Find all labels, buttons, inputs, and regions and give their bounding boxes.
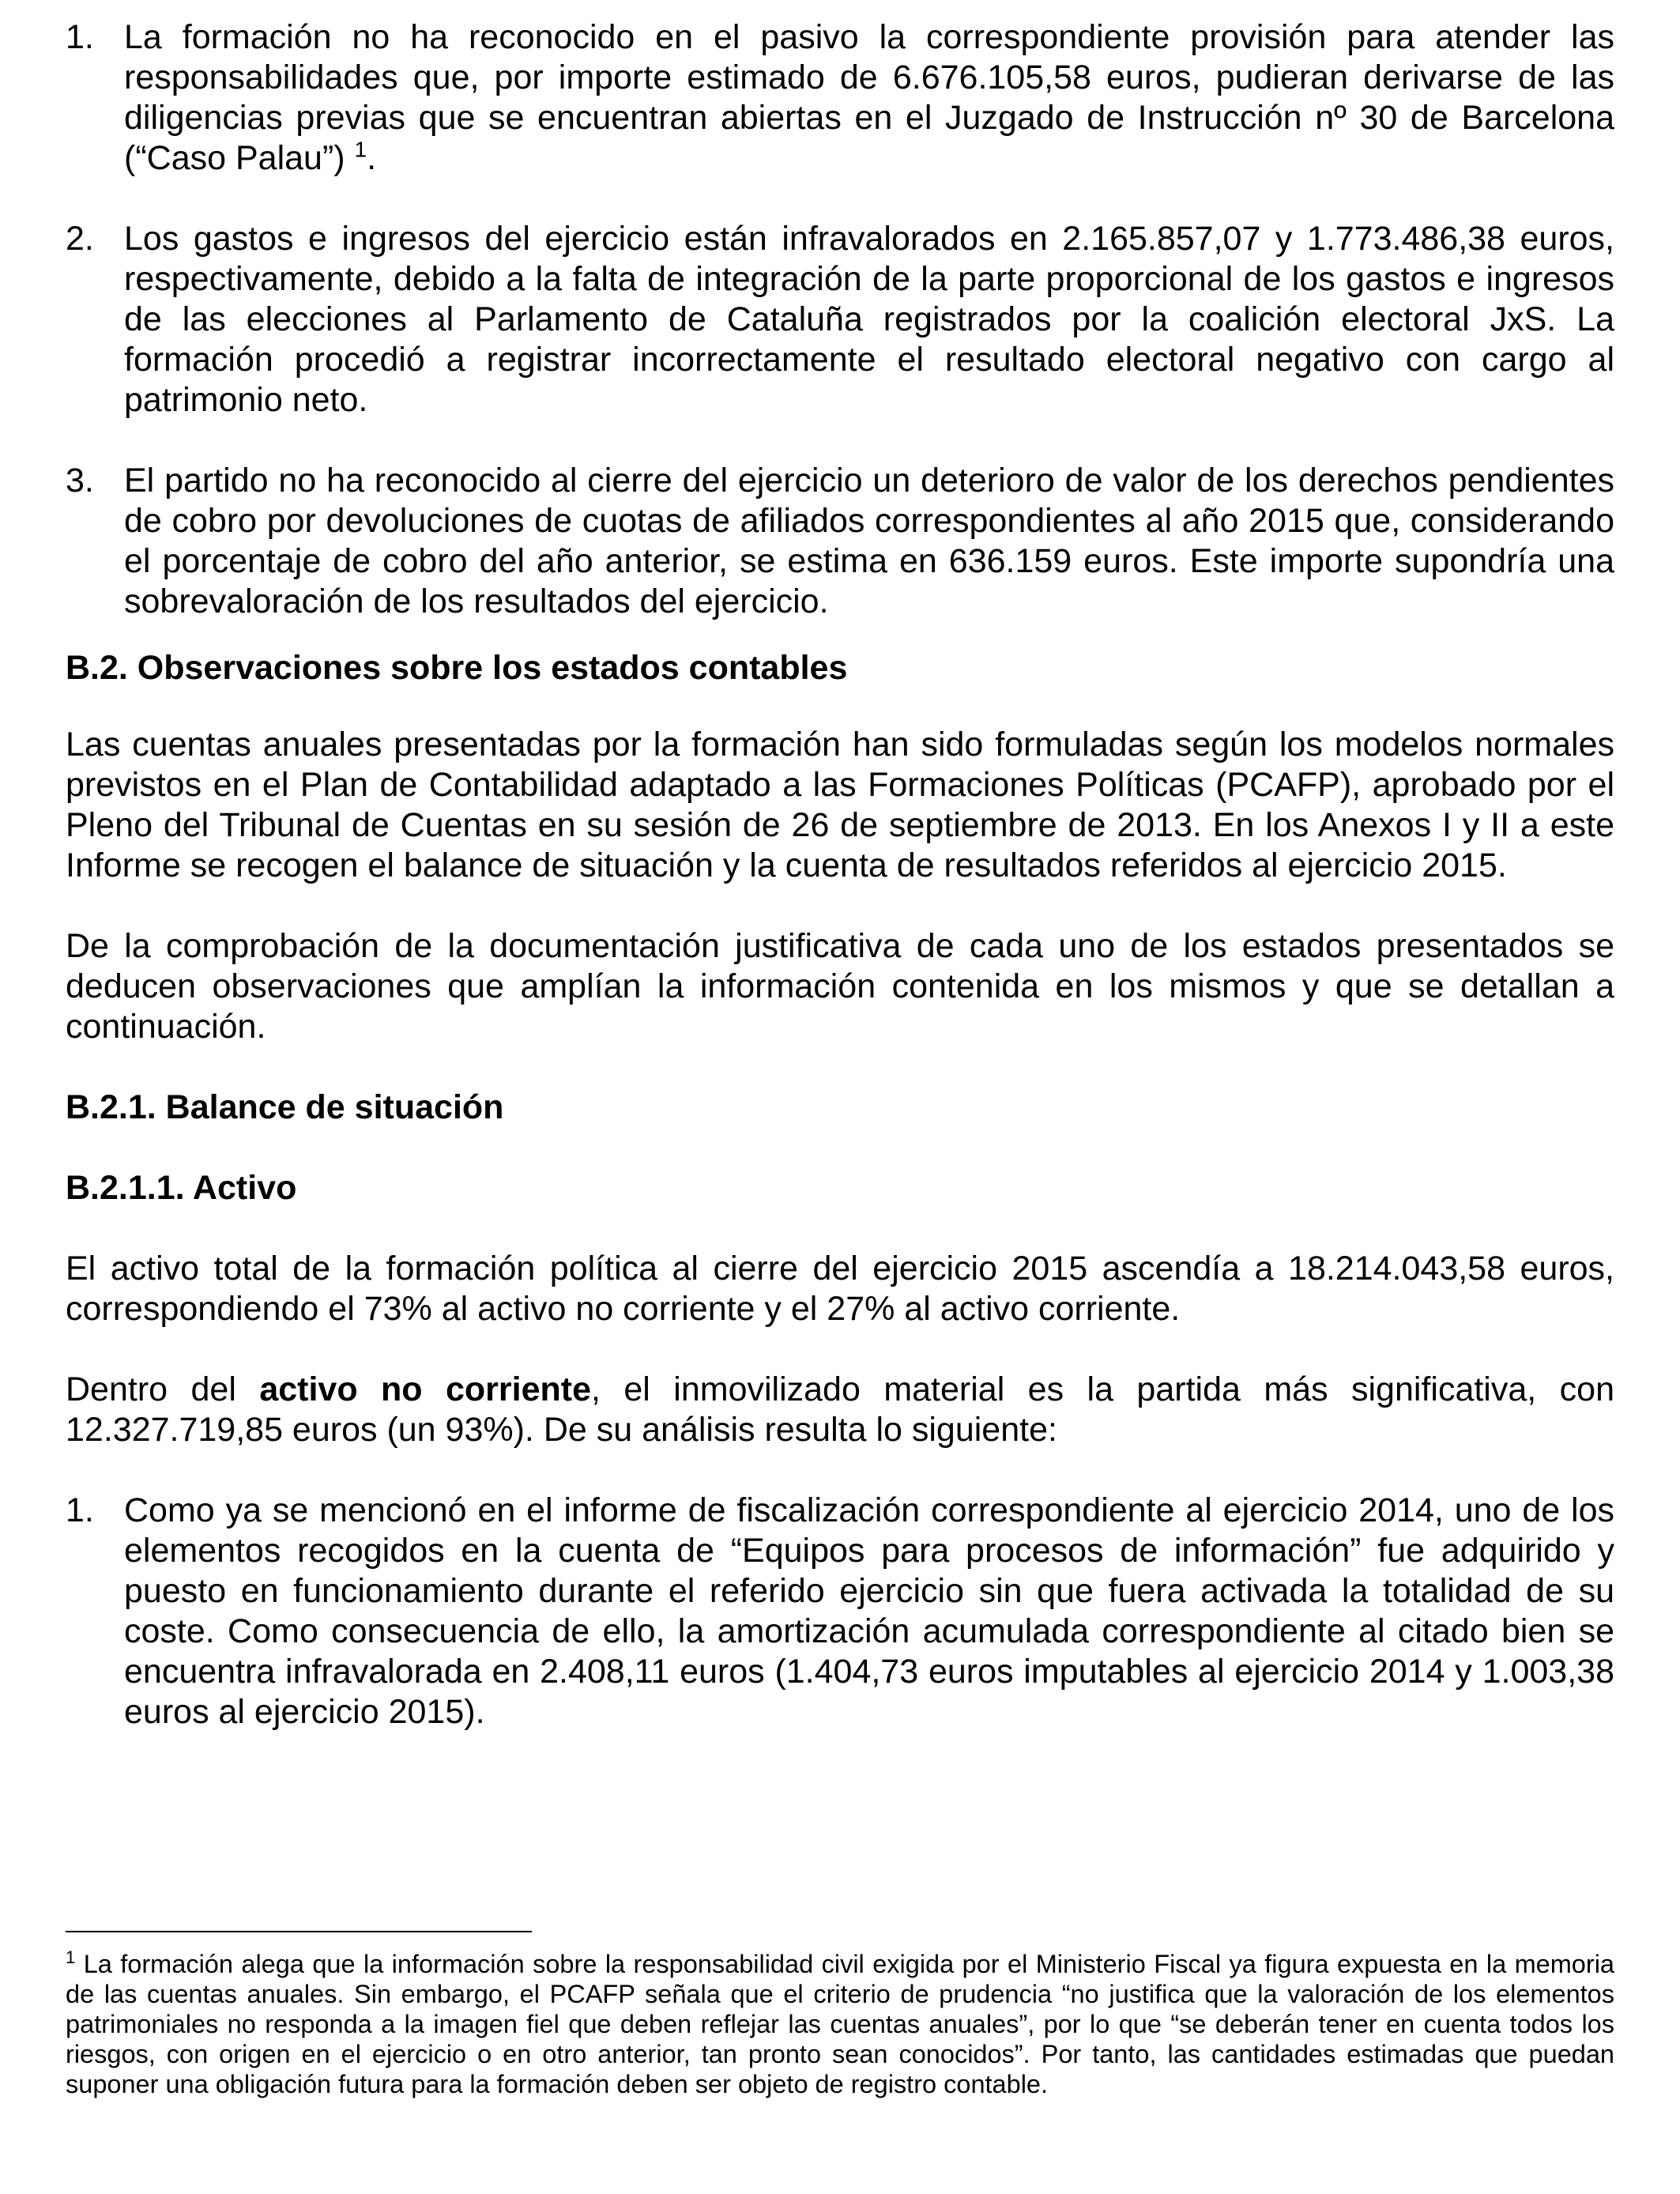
list-item [66,1491,1614,1732]
footnote [66,1949,1614,2099]
footnote-reference[interactable]: 1 [354,137,367,162]
list-item [66,461,1614,622]
paragraph-activo-no-corriente: Dentro del activo no corriente, el inmovilizado material es la partida más significativa, con 12.327.719,85 euros (un 93%). De su análisis resulta lo siguiente: [66,1370,1614,1449]
list-item-number: 2. [66,220,94,258]
document-page [66,17,1614,1732]
list-item-number: 1. [66,18,94,56]
list-item-text: Los gastos e ingresos del ejercicio están infravalorados en 2.165.857,07 y 1.773.486,38 euros, respectivamente, debido a la falta de integración de la parte proporcional de los gastos e ingresos de las elecciones al Parlamento de Cataluña registrados por la coalición electoral JxS. La formación procedió a registrar incorrectamente el resultado electoral negativo con cargo al patrimonio neto. [124,220,1614,419]
paragraph-b2-observations: De la comprobación de la documentación justificativa de cada uno de los estados presentados se deducen observaciones que amplían la información contenida en los mismos y que se detallan a continuación. [66,927,1614,1046]
footnote-marker: 1 [66,1947,76,1968]
footnote-text: La formación alega que la información sobre la responsabilidad civil exigida por el Ministerio Fiscal ya figura expuesta en la memoria de las cuentas anuales. Sin embargo, el PCAFP señala que el criterio de prudencia “no justifica que la valoración de los elementos patrimoniales no responda a la imagen fiel que deben reflejar las cuentas anuales”, por lo que “se deberán tener en cuenta todos los riesgos, con origen en el ejercicio o en otro anterior, tan pronto sean conocidos”. Por tanto, las cantidades estimadas que puedan suponer una obligación futura para la formación deben ser objeto de registro contable. [66,1950,1614,2098]
bold-term: activo no corriente [259,1370,591,1408]
section-heading-b211: B.2.1.1. Activo [66,1169,297,1207]
section-heading-b2: B.2. Observaciones sobre los estados contables [66,649,848,687]
list-item [66,17,1614,179]
footnote-separator [66,1931,532,1932]
list-item-text: El partido no ha reconocido al cierre del ejercicio un deterioro de valor de los derechos pendientes de cobro por devoluciones de cuotas de afiliados correspondientes al año 2015 que, considerando el porcentaje de cobro del año anterior, se estima en 636.159 euros. Este importe supondría una sobrevaloración de los resultados del ejercicio. [124,462,1614,620]
paragraph-b2-intro: Las cuentas anuales presentadas por la formación han sido formuladas según los modelos normales previstos en el Plan de Contabilidad adaptado a las Formaciones Políticas (PCAFP), aprobado por el Pleno del Tribunal de Cuentas en su sesión de 26 de septiembre de 2013. En los Anexos I y II a este Informe se recogen el balance de situación y la cuenta de resultados referidos al ejercicio 2015. [66,726,1614,884]
list-item [66,219,1614,420]
section-heading-b21: B.2.1. Balance de situación [66,1088,504,1126]
list-item-number: 3. [66,462,94,499]
list-item-number: 1. [66,1491,94,1529]
paragraph-activo-total: El activo total de la formación política al cierre del ejercicio 2015 ascendía a 18.214.043,58 euros, correspondiendo el 73% al activo no corriente y el 27% al activo corriente. [66,1250,1614,1328]
list-item-text: Como ya se mencionó en el informe de fiscalización correspondiente al ejercicio 2014, uno de los elementos recogidos en la cuenta de “Equipos para procesos de información” fue adquirido y puesto en funcionamiento durante el referido ejercicio sin que fuera activada la totalidad de su coste. Como consecuencia de ello, la amortización acumulada correspondiente al citado bien se encuentra infravalorada en 2.408,11 euros (1.404,73 euros imputables al ejercicio 2014 y 1.003,38 euros al ejercicio 2015). [124,1491,1614,1731]
list-item-text: La formación no ha reconocido en el pasivo la correspondiente provisión para atender las responsabilidades que, por importe estimado de 6.676.105,58 euros, pudieran derivarse de las diligencias previas que se encuentran abiertas en el Juzgado de Instrucción nº 30 de Barcelona (“Caso Palau”) $^1$. [124,18,1614,177]
